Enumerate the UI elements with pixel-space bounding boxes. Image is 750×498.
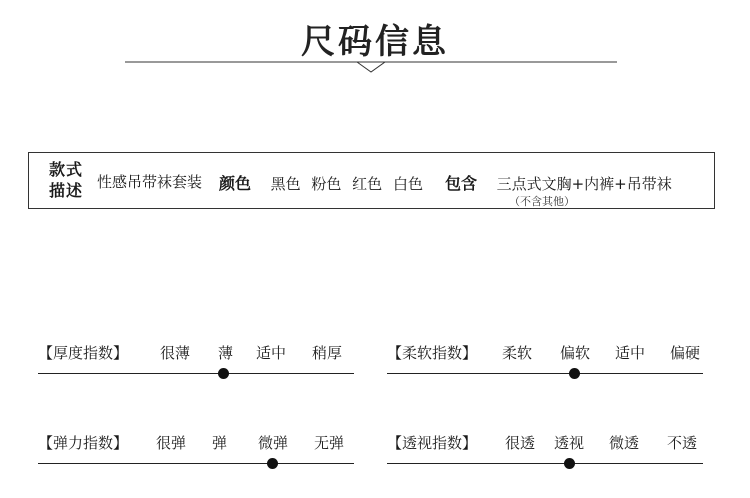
index-track: [38, 463, 354, 464]
index-option: 很弹: [156, 434, 187, 452]
style-description-box: [28, 152, 715, 209]
index-option: 柔软: [502, 344, 533, 362]
color-field: [219, 171, 429, 194]
thickness-index: [38, 342, 358, 382]
title-divider: [125, 50, 617, 80]
includes-note: （不含其他）: [509, 195, 575, 208]
color-option-red: 红色: [352, 175, 383, 193]
index-option: 很透: [505, 434, 536, 452]
index-option: 微透: [609, 434, 640, 452]
style-value: 性感吊带袜套装: [97, 173, 203, 191]
softness-index: [387, 342, 707, 382]
index-indicator-dot: [218, 368, 229, 379]
includes-key: 包含: [445, 174, 478, 193]
color-key: 颜色: [219, 174, 252, 193]
includes-field: [445, 171, 672, 194]
index-option: 偏软: [560, 344, 591, 362]
index-option: 薄: [218, 344, 234, 362]
description-label: [49, 159, 89, 201]
index-option: 适中: [615, 344, 646, 362]
index-option: 很薄: [160, 344, 191, 362]
index-title: 【透视指数】: [387, 434, 478, 452]
index-option: 适中: [256, 344, 287, 362]
index-title: 【弹力指数】: [38, 434, 129, 452]
index-track: [387, 463, 703, 464]
elasticity-index: [38, 432, 358, 472]
index-indicator-dot: [569, 368, 580, 379]
description-label-line1: 款式: [49, 160, 84, 179]
page-title: 尺码信息: [301, 22, 449, 62]
index-track: [38, 373, 354, 374]
index-indicator-dot: [564, 458, 575, 469]
index-option: 不透: [667, 434, 698, 452]
transparency-index: [387, 432, 707, 472]
index-option: 偏硬: [670, 344, 701, 362]
index-track: [387, 373, 703, 374]
includes-value: 三点式文胸+内裤+吊带袜: [496, 175, 672, 193]
color-option-white: 白色: [392, 175, 423, 193]
index-title: 【柔软指数】: [387, 344, 478, 362]
index-option: 弹: [212, 434, 228, 452]
index-option: 透视: [554, 434, 585, 452]
color-option-black: 黑色: [270, 175, 301, 193]
index-option: 无弹: [314, 434, 345, 452]
index-indicator-dot: [267, 458, 278, 469]
description-label-line2: 描述: [49, 181, 84, 200]
index-title: 【厚度指数】: [38, 344, 129, 362]
index-option: 稍厚: [312, 344, 343, 362]
color-option-pink: 粉色: [311, 175, 342, 193]
index-option: 微弹: [258, 434, 289, 452]
